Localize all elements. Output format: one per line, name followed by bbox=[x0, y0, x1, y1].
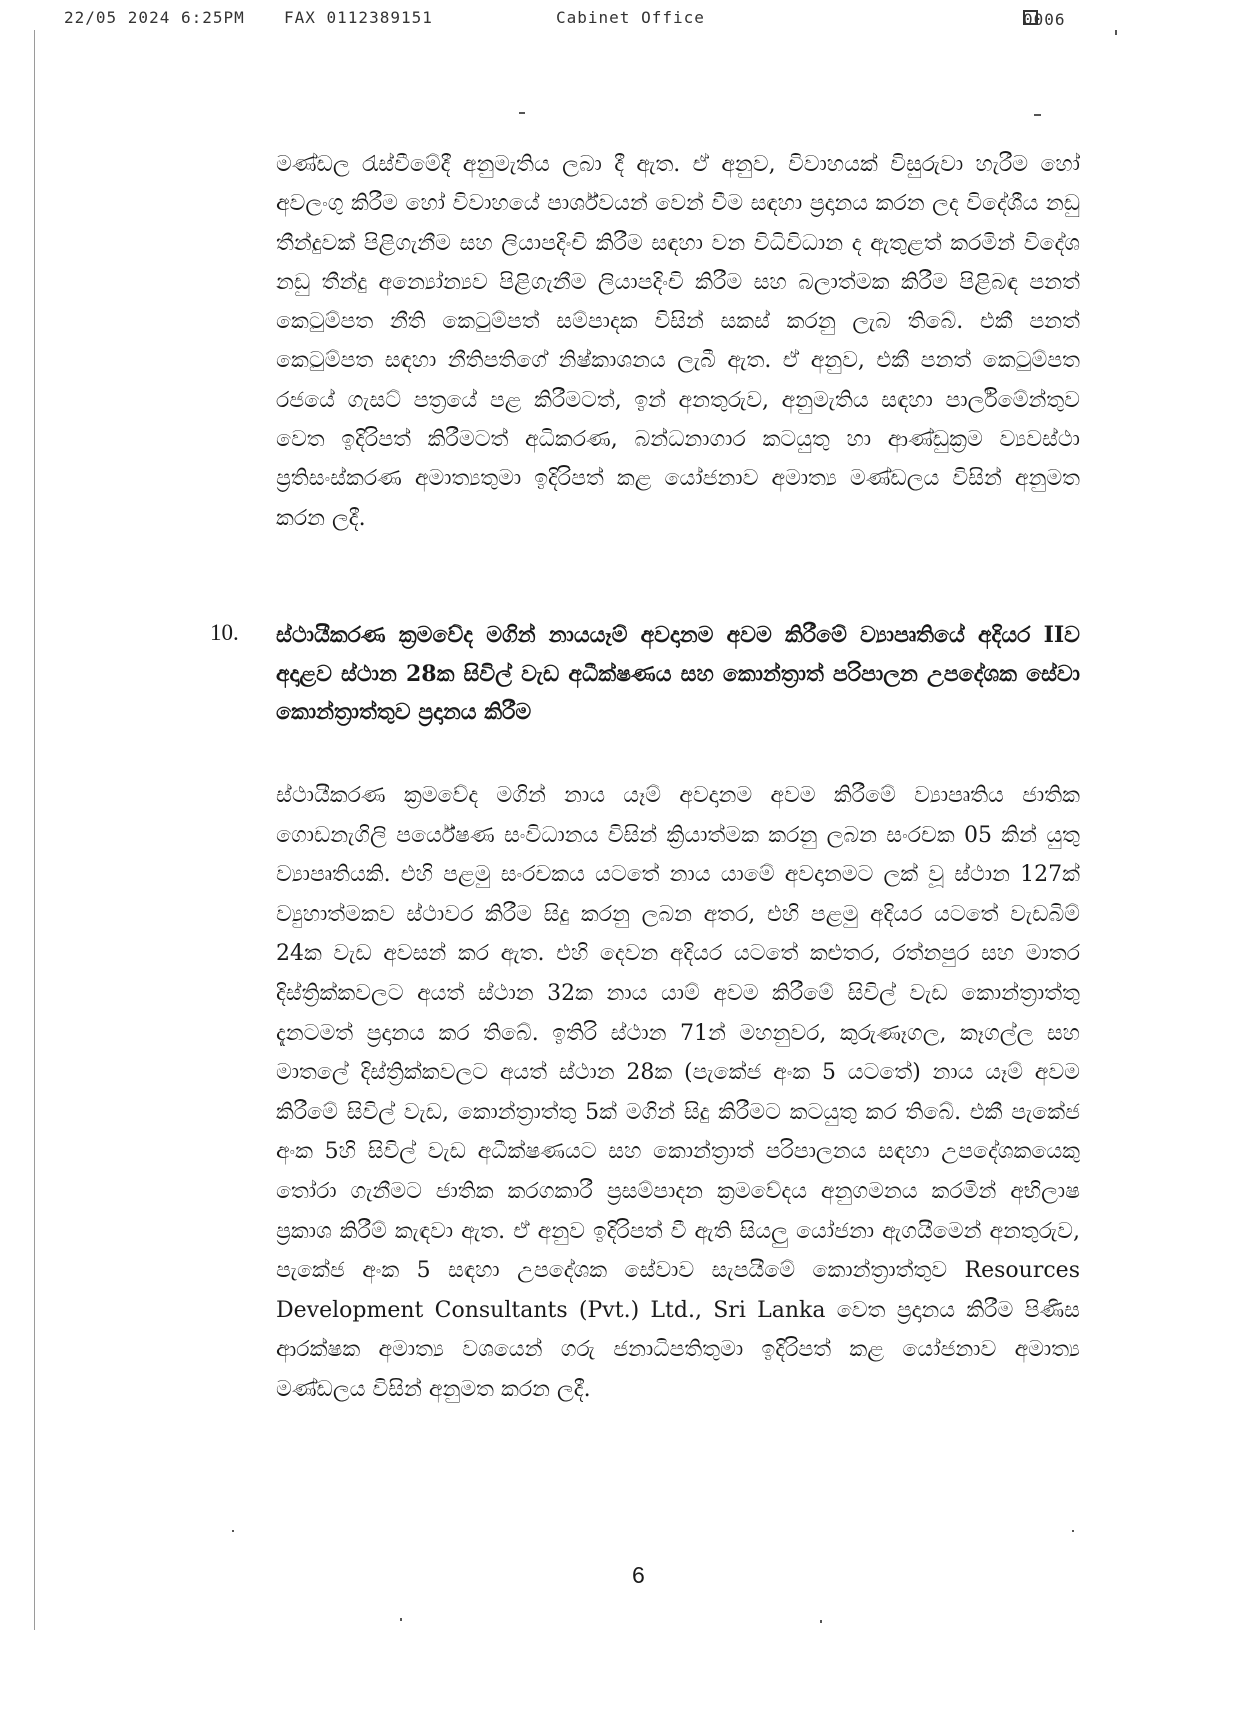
scan-speck bbox=[1034, 114, 1041, 116]
fax-page-code-text: 0006 bbox=[1023, 10, 1066, 29]
fax-header bbox=[0, 6, 1242, 34]
item-number: 10. bbox=[210, 620, 239, 645]
scan-speck bbox=[519, 112, 525, 114]
page-number: 6 bbox=[632, 1562, 645, 1588]
scan-speck bbox=[820, 1620, 822, 1623]
item-heading: ස්ථායීකරණ ක්‍රමවේද මගින් නායයෑම් අවදානම අවම කිරීමේ ව්‍යාපෘතියේ අදියර IIව අදාළව ස්ථාන 28ක සිවිල් වැඩ අධීක්ෂණය සහ කොන්ත්‍රාත් පරිපාලන උපදේශක සේවා කොන්ත්‍රාත්තුව ප්‍රදානය කිරීම bbox=[276, 622, 1080, 725]
scan-speck bbox=[1072, 1530, 1074, 1532]
scan-speck bbox=[1115, 30, 1117, 35]
scan-speck bbox=[400, 1618, 402, 1621]
fax-number: FAX 0112389151 bbox=[284, 8, 433, 27]
scan-speck bbox=[232, 1530, 234, 1532]
continued-paragraph: මණ්ඩල රැස්වීමේදී අනුමැතිය ලබා දී ඇත. ඒ අනුව, විවාහයක් විසුරුවා හැරීම හෝ අවලංගු කිරීම හෝ විවාහයේ පාර්ශ්වයන් වෙන් වීම සඳහා ප්‍රදානය කරන ලද විදේශීය නඩු තීන්දුවක් පිළිගැනීම සහ ලියාපදිංචි කිරීම සඳහා වන විධිවිධාන ද ඇතුළත් කරමින් විදේශ නඩු තීන්දු අන්‍යෝන්‍යව පිළිගැනීම ලියාපදිංචි කිරීම සහ බලාත්මක කිරීම පිළිබඳ පනත් කෙටුම්පත නීති කෙටුම්පත් සම්පාදක විසින් සකස් කරනු ලැබ තිබේ. එකී පනත් කෙටුම්පත සඳහා නීතිපතිගේ නිෂ්කාශනය ලැබී ඇත. ඒ අනුව, එකී පනත් කෙටුම්පත රජයේ ගැසට් පත්‍රයේ පළ කිරීමටත්, ඉන් අනතුරුව, අනුමැතිය සඳහා පාර්ලිමේන්තුව වෙත ඉදිරිපත් කිරීමටත් අධිකරණ, බන්ධනාගාර කටයුතු හා ආණ්ඩුක්‍රම ව්‍යවස්ථා ප්‍රතිසංස්කරණ අමාත්‍යතුමා ඉදිරිපත් කළ යෝජනාව අමාත්‍ය මණ්ඩලය විසින් අනුමත කරන ලදී. bbox=[276, 152, 1081, 531]
item-paragraph: ස්ථායීකරණ ක්‍රමවේද මගින් නාය යෑම් අවදානම අවම කිරීමේ ව්‍යාපෘතිය ජාතික ගොඩනැගිලි පර්යේෂණ සංවිධානය විසින් ක්‍රියාත්මක කරනු ලබන සංරචක 05 කින් යුතු ව්‍යාපෘතියකි. එහි පළමු සංරචකය යටතේ නාය යාමේ අවදානමට ලක් වූ ස්ථාන 127ක් ව්‍යුහාත්මකව ස්ථාවර කිරීම සිදු කරනු ලබන අතර, එහි පළමු අදියර යටතේ වැඩබිම් 24ක වැඩ අවසන් කර ඇත. එහි දෙවන අදියර යටතේ කළුතර, රත්නපුර සහ මාතර දිස්ත්‍රික්කවලට අයත් ස්ථාන 32ක නාය යාම් අවම කිරීමේ සිවිල් වැඩ කොන්ත්‍රාත්තු දැනටමත් ප්‍රදානය කර තිබේ. ඉතිරි ස්ථාන 71න් මහනුවර, කුරුණෑගල, කෑගල්ල සහ මාතලේ දිස්ත්‍රික්කවලට අයත් ස්ථාන 28ක (පැකේජ අංක 5 යටතේ) නාය යෑම් අවම කිරීමේ සිවිල් වැඩ, කොන්ත්‍රාත්තු 5ක් මගින් සිදු කිරීමට කටයුතු කර තිබේ. එකී පැකේජ අංක 5හි සිවිල් වැඩ අධීක්ෂණයට සහ කොන්ත්‍රාත් පරිපාලනය සඳහා උපදේශකයෙකු තෝරා ගැනීමට ජාතික කරගකාරී ප්‍රසම්පාදන ක්‍රමවේදය අනුගමනය කරමින් අභිලාෂ ප්‍රකාශ කිරීම් කැඳවා ඇත. ඒ අනුව ඉදිරිපත් වී ඇති සියලු යෝජනා ඇගයීමෙන් අනතුරුව, පැකේජ අංක 5 සඳහා උපදේශක සේවාව සැපයීමේ කොන්ත්‍රාත්තුව Resources Development Consultants (Pvt.) Ltd., Sri Lanka වෙත ප්‍රදානය කිරීම පිණිස ආරක්ෂක අමාත්‍ය වශයෙන් ගරු ජනාධිපතිතුමා ඉදිරිපත් කළ යෝජනාව අමාත්‍ය මණ්ඩලය විසින් අනුමත කරන ලදී. bbox=[276, 783, 1080, 1402]
fax-datetime: 22/05 2024 6:25PM bbox=[64, 8, 245, 27]
fax-sender-name: Cabinet Office bbox=[556, 8, 705, 27]
scan-margin-line bbox=[34, 30, 35, 1630]
